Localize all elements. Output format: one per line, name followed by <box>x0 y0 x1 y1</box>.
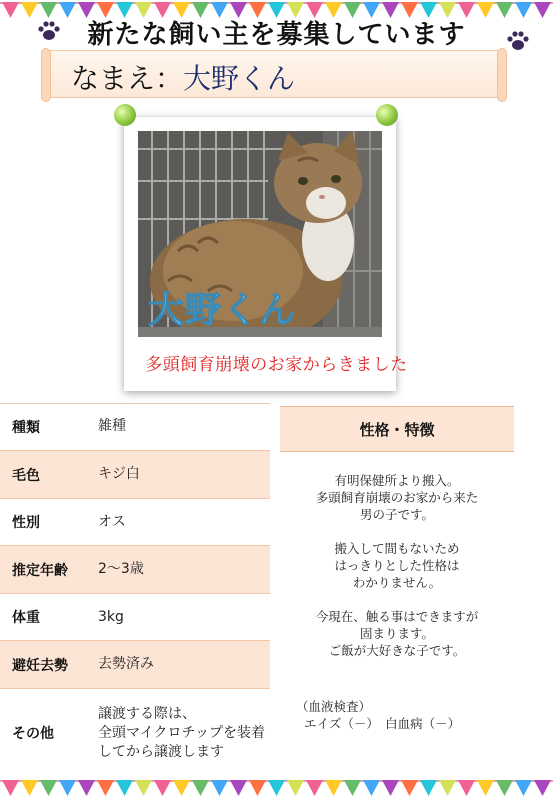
page-title: 新たな飼い主を募集しています <box>87 20 466 50</box>
table-row-coat-color <box>0 451 270 499</box>
row-label: その他 <box>12 726 54 742</box>
bunting-flag <box>382 780 399 796</box>
bunting-flag <box>135 780 152 796</box>
bunting-flag <box>363 780 380 796</box>
photo-subtitle: 多頭飼育崩壊のお家からきました <box>145 355 408 375</box>
bunting-flag <box>211 780 228 796</box>
bunting-flag <box>59 780 76 796</box>
row-value: 2～3歳 <box>98 561 144 577</box>
bunting-flag <box>306 780 323 796</box>
bunting-flag <box>439 780 456 796</box>
row-label: 体重 <box>12 610 40 626</box>
row-value: キジ白 <box>98 466 140 482</box>
text-line: わかりません。 <box>352 575 442 590</box>
scroll-curl-left <box>41 48 51 102</box>
paw-icon <box>36 20 62 42</box>
text-line: はっきりとした性格は <box>334 558 460 573</box>
bunting-flag <box>173 780 190 796</box>
bunting-flag <box>534 780 551 796</box>
row-value-line: 譲渡する際は、 <box>98 705 196 722</box>
bunting-flag <box>230 780 247 796</box>
table-row-other <box>0 689 270 777</box>
pushpin-icon <box>376 104 398 126</box>
pushpin-icon <box>114 104 136 126</box>
bunting-flag <box>78 780 95 796</box>
bunting-bottom <box>0 778 553 800</box>
table-row-age <box>0 546 270 594</box>
bunting-flags-bottom <box>0 780 553 800</box>
row-label: 推定年齢 <box>12 562 68 579</box>
bunting-flag <box>154 780 171 796</box>
row-value-multiline <box>98 705 270 762</box>
table-row-breed <box>0 403 270 451</box>
bunting-flag <box>287 780 304 796</box>
row-label: 性別 <box>12 515 40 531</box>
bunting-flag <box>97 780 114 796</box>
table-row-weight <box>0 594 270 641</box>
row-label: 避妊去勢 <box>12 657 68 674</box>
bunting-flag <box>2 780 19 796</box>
personality-paragraph <box>280 540 514 591</box>
name-prefix: なまえ： <box>71 62 184 95</box>
text-line: 搬入して間もないため <box>334 541 460 556</box>
blood-test-result: エイズ（－） 白血病（－） <box>304 716 461 731</box>
text-line: 有明保健所より搬入。 <box>334 473 460 488</box>
personality-heading: 性格・特徴 <box>280 406 514 452</box>
bunting-flag <box>515 780 532 796</box>
cat-name: 大野くん <box>183 62 296 95</box>
text-line: 今現在、触る事はできますが <box>315 609 479 624</box>
row-value-line: してから譲渡します <box>98 743 224 760</box>
bunting-flag <box>496 780 513 796</box>
bunting-flag <box>344 780 361 796</box>
photo-caption: 大野くん <box>148 290 297 331</box>
paw-icon <box>505 30 531 52</box>
personality-paragraph <box>280 472 514 523</box>
name-row <box>71 57 295 97</box>
row-value: 去勢済み <box>98 656 154 672</box>
bunting-flag <box>420 780 437 796</box>
row-value: オス <box>98 513 126 530</box>
personality-text <box>280 472 514 676</box>
info-table <box>0 403 270 777</box>
text-line: ご飯が大好きな子です。 <box>328 643 466 658</box>
row-value: 3kg <box>98 608 124 625</box>
bunting-flag <box>268 780 285 796</box>
bunting-flag <box>116 780 133 796</box>
blood-test-heading: （血液検査） <box>296 699 372 714</box>
row-label: 種類 <box>12 419 40 436</box>
row-value-line: 全頭マイクロチップを装着 <box>98 724 266 741</box>
bunting-flag <box>477 780 494 796</box>
table-row-neuter <box>0 641 270 689</box>
bunting-flag <box>192 780 209 796</box>
table-row-sex <box>0 499 270 546</box>
row-value: 雑種 <box>98 418 126 434</box>
blood-test <box>296 698 460 732</box>
bunting-flag <box>325 780 342 796</box>
text-line: 固まります。 <box>359 626 434 641</box>
text-line: 多頭飼育崩壊のお家から来た <box>315 490 479 505</box>
bunting-flag <box>21 780 38 796</box>
bunting-flag <box>40 780 57 796</box>
bunting-flag <box>458 780 475 796</box>
row-label: 毛色 <box>12 467 40 484</box>
bunting-flag <box>249 780 266 796</box>
scroll-curl-right <box>497 48 507 102</box>
text-line: 男の子です。 <box>359 507 434 522</box>
name-banner <box>44 50 504 98</box>
bunting-flag <box>401 780 418 796</box>
personality-paragraph <box>280 608 514 659</box>
